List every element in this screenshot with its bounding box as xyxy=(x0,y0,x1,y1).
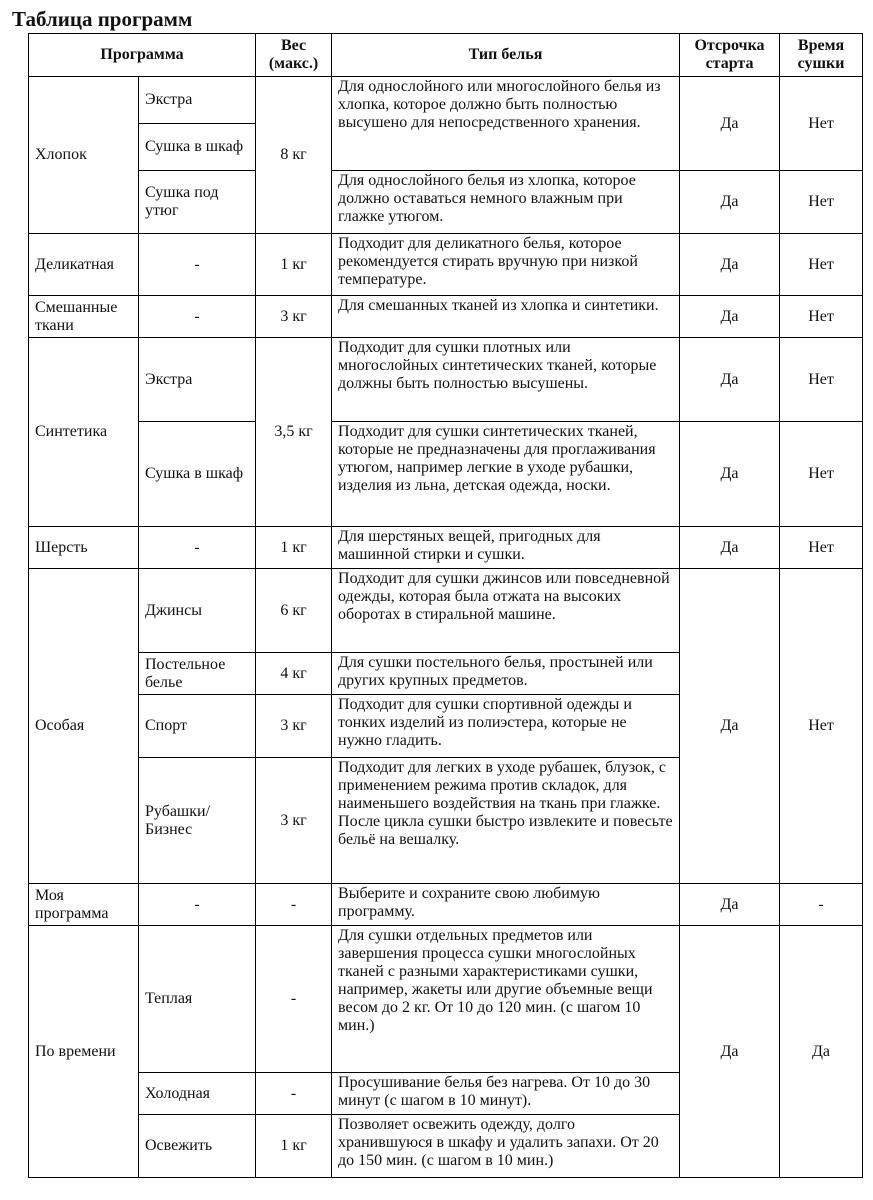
header-row xyxy=(29,34,863,77)
time-cell: Нет xyxy=(780,296,863,338)
time-cell: Нет xyxy=(780,171,863,234)
weight-cell: 3 кг xyxy=(256,296,332,338)
delay-cell: Да xyxy=(680,296,780,338)
subprogram-name: Сушка под утюг xyxy=(139,171,256,234)
delay-cell: Да xyxy=(680,884,780,926)
time-cell: Нет xyxy=(780,338,863,422)
delay-cell: Да xyxy=(680,926,780,1178)
program-name: Деликатная xyxy=(29,234,139,296)
table-row xyxy=(29,234,863,296)
delay-cell: Да xyxy=(680,527,780,569)
laundry-description: Подходит для деликатного белья, которое рекомендуется стирать вручную при низкой температуре. xyxy=(332,234,680,296)
subprogram-name: Холодная xyxy=(139,1073,256,1115)
weight-cell: 4 кг xyxy=(256,653,332,695)
subprogram-name: - xyxy=(139,296,256,338)
laundry-description: Для сушки постельного белья, простыней или других крупных предметов. xyxy=(332,653,680,695)
header-laundry-type: Тип белья xyxy=(332,34,680,77)
weight-cell: - xyxy=(256,1073,332,1115)
subprogram-name: Рубашки/ Бизнес xyxy=(139,758,256,884)
subprogram-name: - xyxy=(139,884,256,926)
laundry-description: Для однослойного или многослойного белья из хлопка, которое должно быть полностью высушено для непосредственного хранения. xyxy=(332,77,680,171)
table-row xyxy=(29,884,863,926)
laundry-description: Позволяет освежить одежду, долго хранившуюся в шкафу и удалить запахи. От 20 до 150 мин. (с шагом в 10 мин.) xyxy=(332,1115,680,1178)
weight-cell: 1 кг xyxy=(256,1115,332,1178)
weight-cell: 6 кг xyxy=(256,569,332,653)
laundry-description: Подходит для легких в уходе рубашек, блузок, с применением режима против складок, для наименьшего воздействия на ткань при глажке. После цикла сушки быстро извлеките и повесьте бельё на вешалку. xyxy=(332,758,680,884)
table-row xyxy=(29,338,863,422)
subprogram-name: Спорт xyxy=(139,695,256,758)
laundry-description: Для смешанных тканей из хлопка и синтетики. xyxy=(332,296,680,338)
table-row xyxy=(29,926,863,1073)
program-name: Особая xyxy=(29,569,139,884)
laundry-description: Просушивание белья без нагрева. От 10 до 30 минут (с шагом в 10 минут). xyxy=(332,1073,680,1115)
laundry-description: Для шерстяных вещей, пригодных для машинной стирки и сушки. xyxy=(332,527,680,569)
weight-cell: 1 кг xyxy=(256,234,332,296)
subprogram-name: - xyxy=(139,234,256,296)
program-name: Хлопок xyxy=(29,77,139,234)
delay-cell: Да xyxy=(680,171,780,234)
laundry-description: Выберите и сохраните свою любимую программу. xyxy=(332,884,680,926)
table-row xyxy=(29,296,863,338)
header-delay-start: Отсрочка старта xyxy=(680,34,780,77)
laundry-description: Для сушки отдельных предметов или завершения процесса сушки многослойных тканей с разными характеристиками сушки, например, жакеты или другие объемные вещи весом до 2 кг. От 10 до 120 мин. (с шагом 10 мин.) xyxy=(332,926,680,1073)
delay-cell: Да xyxy=(680,569,780,884)
program-name: Шерсть xyxy=(29,527,139,569)
time-cell: Да xyxy=(780,926,863,1178)
time-cell: Нет xyxy=(780,77,863,171)
subprogram-name: Экстра xyxy=(139,338,256,422)
subprogram-name: Сушка в шкаф xyxy=(139,422,256,527)
programs-table xyxy=(28,33,863,1178)
table-row xyxy=(29,527,863,569)
subprogram-name: - xyxy=(139,527,256,569)
subprogram-name: Теплая xyxy=(139,926,256,1073)
weight-cell: 8 кг xyxy=(256,77,332,234)
laundry-description: Подходит для сушки плотных или многослойных синтетических тканей, которые должны быть полностью высушены. xyxy=(332,338,680,422)
time-cell: Нет xyxy=(780,569,863,884)
subprogram-name: Освежить xyxy=(139,1115,256,1178)
delay-cell: Да xyxy=(680,422,780,527)
weight-cell: - xyxy=(256,884,332,926)
weight-cell: 3 кг xyxy=(256,695,332,758)
weight-cell: - xyxy=(256,926,332,1073)
program-name: Синтетика xyxy=(29,338,139,527)
time-cell: - xyxy=(780,884,863,926)
table-row xyxy=(29,422,863,527)
weight-cell: 3,5 кг xyxy=(256,338,332,527)
weight-cell: 1 кг xyxy=(256,527,332,569)
header-program: Программа xyxy=(29,34,256,77)
table-row xyxy=(29,171,863,234)
header-weight: Вес (макс.) xyxy=(256,34,332,77)
subprogram-name: Экстра xyxy=(139,77,256,124)
subprogram-name: Постельное белье xyxy=(139,653,256,695)
subprogram-name: Сушка в шкаф xyxy=(139,124,256,171)
time-cell: Нет xyxy=(780,422,863,527)
laundry-description: Для однослойного белья из хлопка, которое должно оставаться немного влажным при глажке утюгом. xyxy=(332,171,680,234)
laundry-description: Подходит для сушки спортивной одежды и тонких изделий из полиэстера, которые не нужно гладить. xyxy=(332,695,680,758)
time-cell: Нет xyxy=(780,527,863,569)
time-cell: Нет xyxy=(780,234,863,296)
delay-cell: Да xyxy=(680,77,780,171)
program-name: Моя программа xyxy=(29,884,139,926)
delay-cell: Да xyxy=(680,338,780,422)
laundry-description: Подходит для сушки джинсов или повседневной одежды, которая была отжата на высоких оборотах в стиральной машине. xyxy=(332,569,680,653)
laundry-description: Подходит для сушки синтетических тканей, которые не предназначены для проглаживания утюгом, например легкие в уходе рубашки, изделия из льна, детская одежда, носки. xyxy=(332,422,680,527)
header-dry-time: Время сушки xyxy=(780,34,863,77)
delay-cell: Да xyxy=(680,234,780,296)
table-row xyxy=(29,569,863,653)
weight-cell: 3 кг xyxy=(256,758,332,884)
program-name: По времени xyxy=(29,926,139,1178)
subprogram-name: Джинсы xyxy=(139,569,256,653)
table-row xyxy=(29,77,863,124)
page-title: Таблица программ xyxy=(12,7,193,31)
program-name: Смешанные ткани xyxy=(29,296,139,338)
